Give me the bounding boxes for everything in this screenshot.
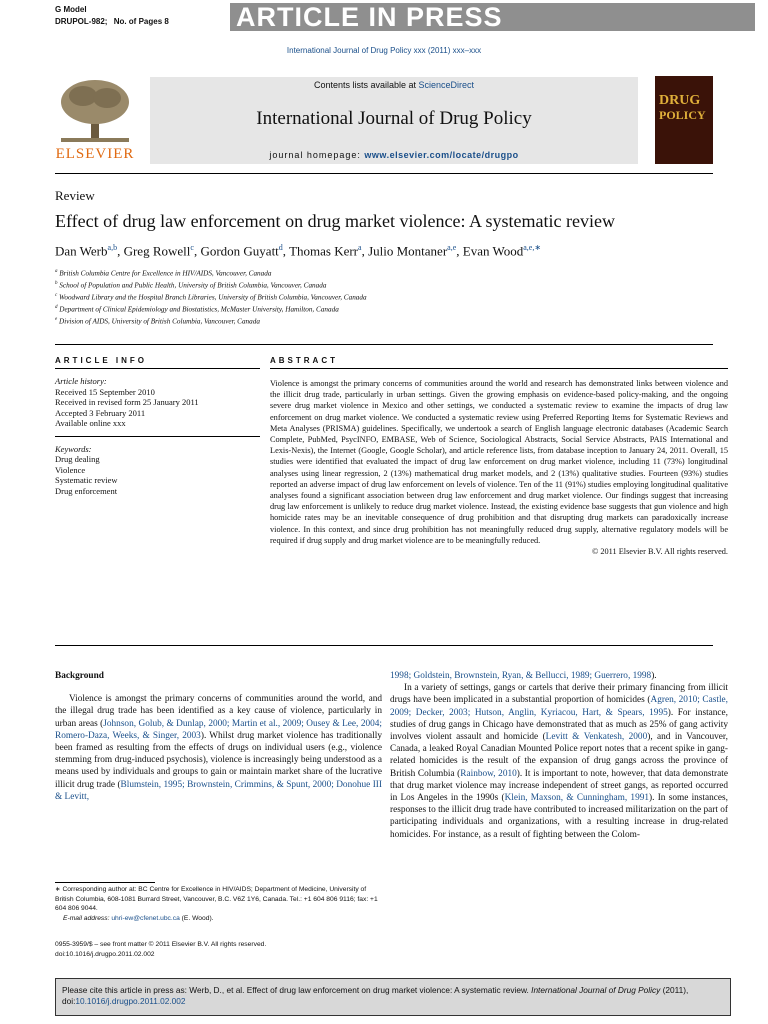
citation-link[interactable]: 1998; Goldstein, Brownstein, Ryan, & Bellucci, 1989; Guerrero, 1998 xyxy=(390,671,652,681)
history-item: Available online xxx xyxy=(55,418,126,428)
issn-block xyxy=(55,940,382,959)
citation-link[interactable]: Blumstein, 1995; Brownstein, Crimmins, & Spunt, 2000; Donohue III & Levitt, xyxy=(55,779,382,802)
author-name: Greg Rowell xyxy=(123,243,191,259)
affiliation: $^e$ Division of AIDS, University of British Columbia, Vancouver, Canada xyxy=(55,316,260,326)
abstract-bottom-divider xyxy=(55,645,713,646)
docid: DRUPOL-982; xyxy=(55,17,108,26)
author-sup[interactable]: a,e xyxy=(447,243,457,252)
article-type: Review xyxy=(55,188,95,203)
citation-link[interactable]: Agren, 2010; Castle, 2009; Decker, 2003; Hutson, Anglin, Kyriacou, Hart, & Spears, 1995 xyxy=(390,695,728,718)
citation-link[interactable]: Johnson, Golub, & Dunlap, 2000; Martin et al., 2009; Ousey & Lee, 2004; Romero-Daza, Weeks, & Singer, 2003 xyxy=(55,718,382,741)
author-list: Dan Werb$^{a,b}$, Greg Rowell$^c$, Gordon Guyatt$^d$, Thomas Kerr$^a$, Julio Montaner$^{a,e}$, Evan Wood$^{a,e,∗}$ xyxy=(55,243,542,259)
article-in-press-banner: ARTICLE IN PRESS xyxy=(230,3,755,31)
abstract-copyright: © 2011 Elsevier B.V. All rights reserved. xyxy=(591,547,728,557)
article-info-heading: ARTICLE INFO xyxy=(55,356,147,365)
citation-link[interactable]: Levitt & Venkatesh, 2000 xyxy=(545,732,648,743)
homepage-label: journal homepage: xyxy=(269,150,365,160)
abstract-text: Violence is amongst the primary concerns of communities around the world and research has demonstrated links between violence and the illicit drug trade, particularly in urban settings. Given the growing emphasis on evidence-based policy-making, and the ongoing severe drug market violence in Mexico and other settings, we conducted a systematic review to examine the impacts of drug law enforcement on drug market violence. We conducted a systematic review using Preferred Reporting Items for Systematic Reviews and Meta Analyses (PRISMA) guidelines. Specifically, we undertook a search of English language electronic databases (Academic Search Complete, PubMed, PsycINFO, EMBASE, Web of Science, Sociological Abstracts, Social Service Abstracts, PAIS International and Lexis-Nexis), the Internet (Google, Google Scholar), and article reference lists, from database inception to January 24, 2011. Overall, 15 studies were identified that evaluated the impact of drug law enforcement on drug market violence, including 11 (73%) longitudinal analyses using linear regression, 2 (13%) mathematical drug market models, and 2 (13%) qualitative studies. Fourteen (93%) studies reported an adverse impact of drug law enforcement on levels of violence. Ten of the 11 (91%) studies employing longitudinal qualitative analyses found a significant association between drug law enforcement and drug market violence. Our findings suggest that increasing drug law enforcement is unlikely to reduce drug market violence. Instead, the existing evidence base suggests that gun violence and high homicide rates may be an inevitable consequence of drug prohibition and that disrupting drug markets can paradoxically increase violence. In this context, and since drug prohibition has not meaningfully reduced drug supply, alternative regulatory models will be required if drug supply and drug market violence are to be meaningfully reduced. xyxy=(270,379,728,545)
citation-link[interactable]: Klein, Maxson, & Cunningham, 1991 xyxy=(504,793,650,804)
abstract xyxy=(270,378,728,557)
journal-citation-line[interactable] xyxy=(0,46,768,55)
title-divider xyxy=(55,344,713,345)
homepage-url-link[interactable]: www.elsevier.com/locate/drugpo xyxy=(364,150,519,160)
history-label: Article history: xyxy=(55,376,107,386)
keywords-label: Keywords: xyxy=(55,443,92,454)
author-name: Gordon Guyatt xyxy=(200,243,279,259)
journal-citation[interactable]: International Journal of Drug Policy xxx (2011) xxx–xxx xyxy=(286,46,482,55)
paragraph: Violence is amongst the primary concerns of communities around the world, and the illegal drug trade has been identified as a key cause of violence, particularly in urban areas (Johnson, Golub, & Dunlap, 2000; Martin et al., 2009; Ousey & Lee, 2004; Romero-Daza, Weeks, & Singer, 2003). Whilst drug market violence has traditionally been framed as resulting from the effects of drugs on individual users (e.g., violence stemming from drug-induced psychosis), violence is increasingly being understood as a means used by individuals and groups to gain or maintain market share of the lucrative illicit drug trade (Blumstein, 1995; Brownstein, Crimmins, & Spunt, 2000; Donohue III & Levitt, xyxy=(55,694,382,802)
author-sup[interactable]: a,e,∗ xyxy=(523,243,542,252)
footnote-text: ∗ Corresponding author at: BC Centre for Excellence in HIV/AIDS; Department of Medicine, University of British Columbia, 608-1081 Burrard Street, Vancouver, B.C. V6Z 1Y6, Canada. Tel.: +1 604 806 9116; fax: +1 604 806 9044. xyxy=(55,886,378,912)
affiliation: $^a$ British Columbia Centre for Excellence in HIV/AIDS, Vancouver, Canada xyxy=(55,269,272,278)
elsevier-logo xyxy=(55,76,135,164)
contents-line xyxy=(150,80,638,90)
author-name: Dan Werb xyxy=(55,243,108,259)
history-item: Received in revised form 25 January 2011 xyxy=(55,397,199,407)
email-line: E-mail address: uhri-ew@cfenet.ubc.ca (E. Wood). xyxy=(63,914,214,922)
author-sup[interactable]: c xyxy=(190,243,194,252)
header-divider xyxy=(55,173,713,174)
abstract-divider xyxy=(270,368,728,369)
keywords-divider xyxy=(55,436,260,437)
issn-line: 0955-3959/$ – see front matter © 2011 Elsevier B.V. All rights reserved. xyxy=(55,941,267,948)
affiliation: $^c$ Woodward Library and the Hospital Branch Libraries, University of British Columbia, Vancouver, Canada xyxy=(55,292,367,302)
keyword: Drug enforcement xyxy=(55,485,118,496)
journal-cover-image xyxy=(655,76,713,164)
body-column-left xyxy=(55,670,382,803)
journal-homepage xyxy=(150,150,638,160)
article-info xyxy=(55,376,260,496)
docid-line xyxy=(55,16,169,28)
paragraph: In a variety of settings, gangs or cartels that derive their primary financing from illicit drugs have been implicated in a substantial proportion of homicides (Agren, 2010; Castle, 2009; Decker, 2003; Hutson, Anglin, Kyriacou, Hart, & Spears, 1995). For instance, studies of drug gangs in Chicago have demonstrated that as much as 25% of gang activity involves violent assault and homicide (Levitt & Venkatesh, 2000), and in Vancouver, Canada, a leaked Royal Canadian Mounted Police report notes that a recent spike in gang-related homicides is the result of the expansion of drug gangs across the province of British Columbia (Rainbow, 2010). It is important to note, however, that data demonstrate that drug market violence may increase independent of street gangs, as reported occurred in Los Angeles in the 1990s (Klein, Maxson, & Cunningham, 1991). In some instances, responses to the illicit drug trade have contributed to increased militarization on the part of participating individuals and organizations, with a resulting increase in drug-related homicides. For instance, as a result of fighting between the Colom- xyxy=(390,683,728,840)
citation-link[interactable]: Rainbow, 2010 xyxy=(460,768,517,779)
author-sup[interactable]: a xyxy=(358,243,362,252)
section-heading: Background xyxy=(55,671,104,681)
abstract-heading: ABSTRACT xyxy=(270,356,338,365)
contents-prefix: Contents lists available at xyxy=(313,80,419,90)
cover-line-1: DRUG xyxy=(659,93,701,108)
article-title: Effect of drug law enforcement on drug market violence: A systematic review xyxy=(55,211,615,231)
affiliation: $^d$ Department of Clinical Epidemiology and Biostatistics, McMaster University, Hamilton, Canada xyxy=(55,304,339,314)
corresponding-author-footnote xyxy=(55,885,382,923)
body-column-right xyxy=(390,670,728,841)
cover-line-2: POLICY xyxy=(659,108,706,122)
paragraph-continued: 1998; Goldstein, Brownstein, Ryan, & Bellucci, 1989; Guerrero, 1998). xyxy=(390,671,657,681)
cover-title xyxy=(659,94,706,122)
keyword: Drug dealing xyxy=(55,454,100,464)
info-divider xyxy=(55,368,260,369)
author-name: Thomas Kerr xyxy=(289,243,359,259)
footnote-divider xyxy=(55,882,155,883)
publisher-name: ELSEVIER xyxy=(55,146,135,162)
document-meta xyxy=(55,4,169,28)
sciencedirect-link[interactable]: ScienceDirect xyxy=(418,80,475,90)
keyword: Violence xyxy=(55,464,86,475)
author-name: Julio Montaner xyxy=(368,243,448,259)
model-label: G Model xyxy=(55,5,87,14)
history-item: Received 15 September 2010 xyxy=(55,386,155,397)
journal-title: International Journal of Drug Policy xyxy=(256,108,532,129)
page-count: No. of Pages 8 xyxy=(113,17,169,26)
cite-journal: International Journal of Drug Policy xyxy=(531,985,661,995)
author-name: Evan Wood xyxy=(462,243,524,259)
author-sup[interactable]: d xyxy=(278,243,283,252)
keyword: Systematic review xyxy=(55,475,118,485)
affiliation-list xyxy=(55,267,367,327)
doi-line[interactable]: doi:10.1016/j.drugpo.2011.02.002 xyxy=(55,950,155,958)
cite-doi-link[interactable]: 10.1016/j.drugpo.2011.02.002 xyxy=(75,996,186,1006)
cite-this-article-text: Please cite this article in press as: Werb, D., et al. Effect of drug law enforcement on drug market violence: A systematic review. International Journal of Drug Policy (2011), doi:10.1016/j.drugpo.2011.02.002 xyxy=(62,985,689,1006)
history-item: Accepted 3 February 2011 xyxy=(55,407,146,418)
affiliation: $^b$ School of Population and Public Health, University of British Columbia, Vancouver, Canada xyxy=(55,280,327,290)
author-sup[interactable]: a,b xyxy=(107,243,118,252)
email-link[interactable]: uhri-ew@cfenet.ubc.ca xyxy=(111,914,180,922)
